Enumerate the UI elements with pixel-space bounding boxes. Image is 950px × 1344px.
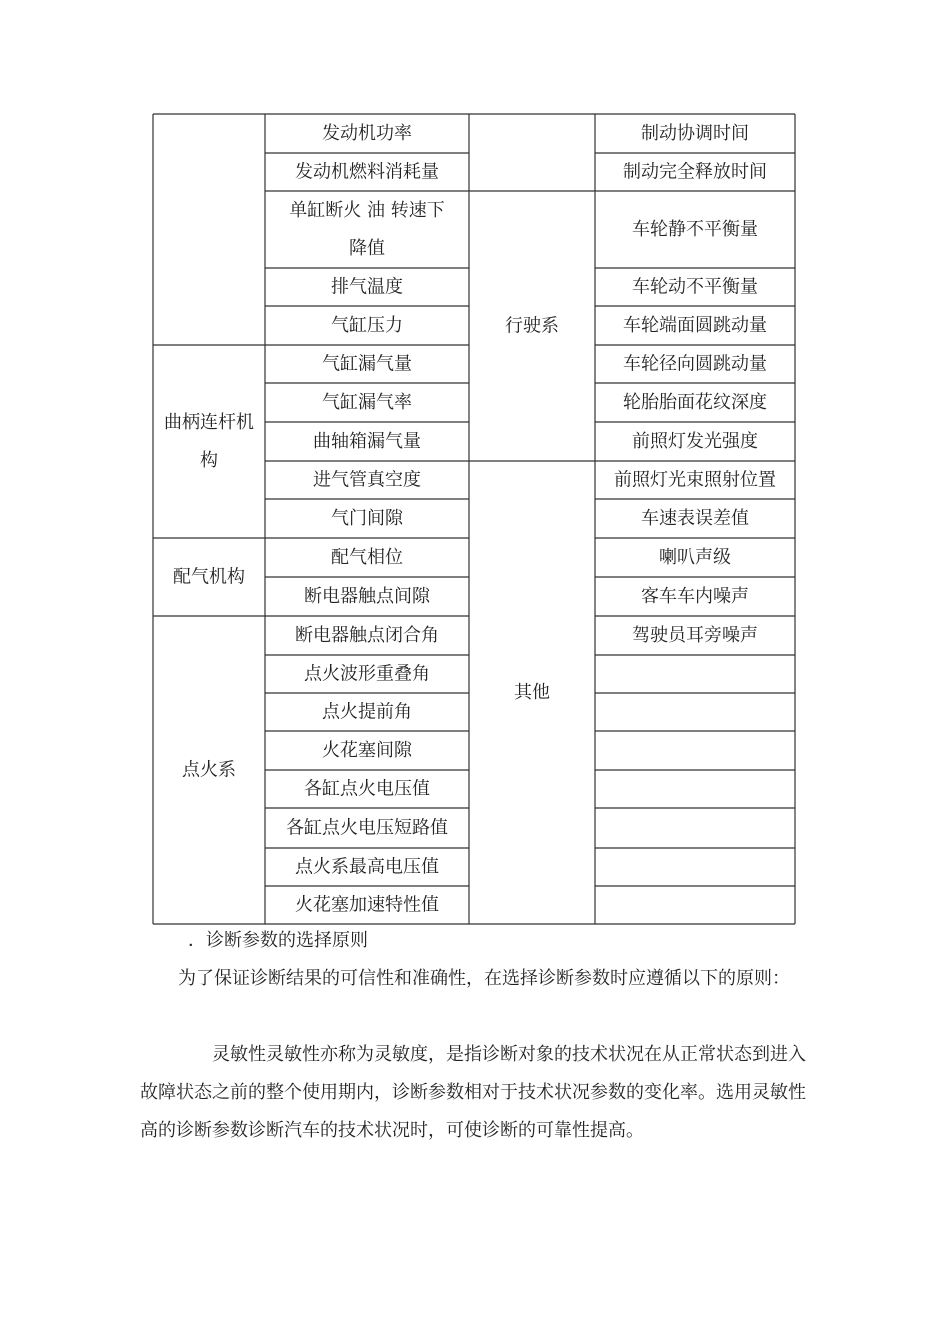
parameter-cell: 制动完全释放时间 <box>623 161 767 183</box>
parameter-cell: 驾驶员耳旁噪声 <box>632 625 758 646</box>
parameter-cell: 喇叭声级 <box>659 547 731 568</box>
left-group-label: 配气机构 <box>173 566 245 588</box>
parameter-cell: 断电器触点间隙 <box>304 586 430 607</box>
parameter-cell: 气缸漏气率 <box>322 392 412 413</box>
parameter-cell: 火花塞间隙 <box>322 740 412 761</box>
parameter-cell: 点火波形重叠角 <box>304 663 430 685</box>
parameter-cell: 制动协调时间 <box>641 123 749 144</box>
system-group-label: 行驶系 <box>505 315 559 337</box>
parameter-cell: 点火系最高电压值 <box>295 856 439 878</box>
parameter-cell: 气缸漏气量 <box>322 353 412 375</box>
parameter-cell: 发动机功率 <box>322 123 412 144</box>
parameter-cell: 轮胎胎面花纹深度 <box>623 392 767 413</box>
paragraph-intro: 为了保证诊断结果的可信性和准确性，在选择诊断参数时应遵循以下的原则： <box>178 968 790 989</box>
parameter-cell: 气缸压力 <box>331 315 403 336</box>
parameter-cell: 断电器触点闭合角 <box>295 625 439 646</box>
parameter-cell: 进气管真空度 <box>313 469 421 491</box>
parameter-cell: 各缸点火电压值 <box>304 778 430 800</box>
parameter-cell: 车轮端面圆跳动量 <box>623 315 767 336</box>
parameter-cell: 前照灯发光强度 <box>632 431 758 452</box>
parameter-cell: 车轮动不平衡量 <box>632 276 758 298</box>
parameter-cell: 车速表误差值 <box>641 508 749 529</box>
parameter-cell: 排气温度 <box>331 276 403 298</box>
left-group-label: 构 <box>200 450 218 471</box>
parameter-cell: 配气相位 <box>331 547 403 568</box>
left-group-label: 点火系 <box>182 759 236 781</box>
parameter-cell: 客车车内噪声 <box>641 586 749 607</box>
parameter-cell: 火花塞加速特性值 <box>295 894 439 916</box>
parameter-cell: 曲轴箱漏气量 <box>313 431 421 452</box>
section-heading: ．诊断参数的选择原则 <box>188 930 368 951</box>
parameter-cell: 发动机燃料消耗量 <box>295 161 439 183</box>
parameter-cell: 车轮静不平衡量 <box>632 219 758 240</box>
paragraph-sensitivity: 灵敏性灵敏性亦称为灵敏度，是指诊断对象的技术状况在从正常状态到进入故障状态之前的整个使用期内，诊断参数相对于技术状况参数的变化率。选用灵敏性高的诊断参数诊断汽车的技术状况时，可使诊断的可靠性提高。 <box>140 1044 806 1141</box>
parameter-cell: 单缸断火 油 转速下 <box>289 200 445 221</box>
parameter-cell: 气门间隙 <box>331 508 403 529</box>
system-group-label: 其他 <box>514 682 550 703</box>
parameter-cell: 降值 <box>349 238 385 259</box>
parameter-cell: 各缸点火电压短路值 <box>286 817 448 839</box>
left-group-label: 曲柄连杆机 <box>164 412 254 433</box>
parameter-cell: 前照灯光束照射位置 <box>614 469 776 491</box>
parameter-cell: 车轮径向圆跳动量 <box>623 353 767 375</box>
parameter-cell: 点火提前角 <box>322 701 412 723</box>
